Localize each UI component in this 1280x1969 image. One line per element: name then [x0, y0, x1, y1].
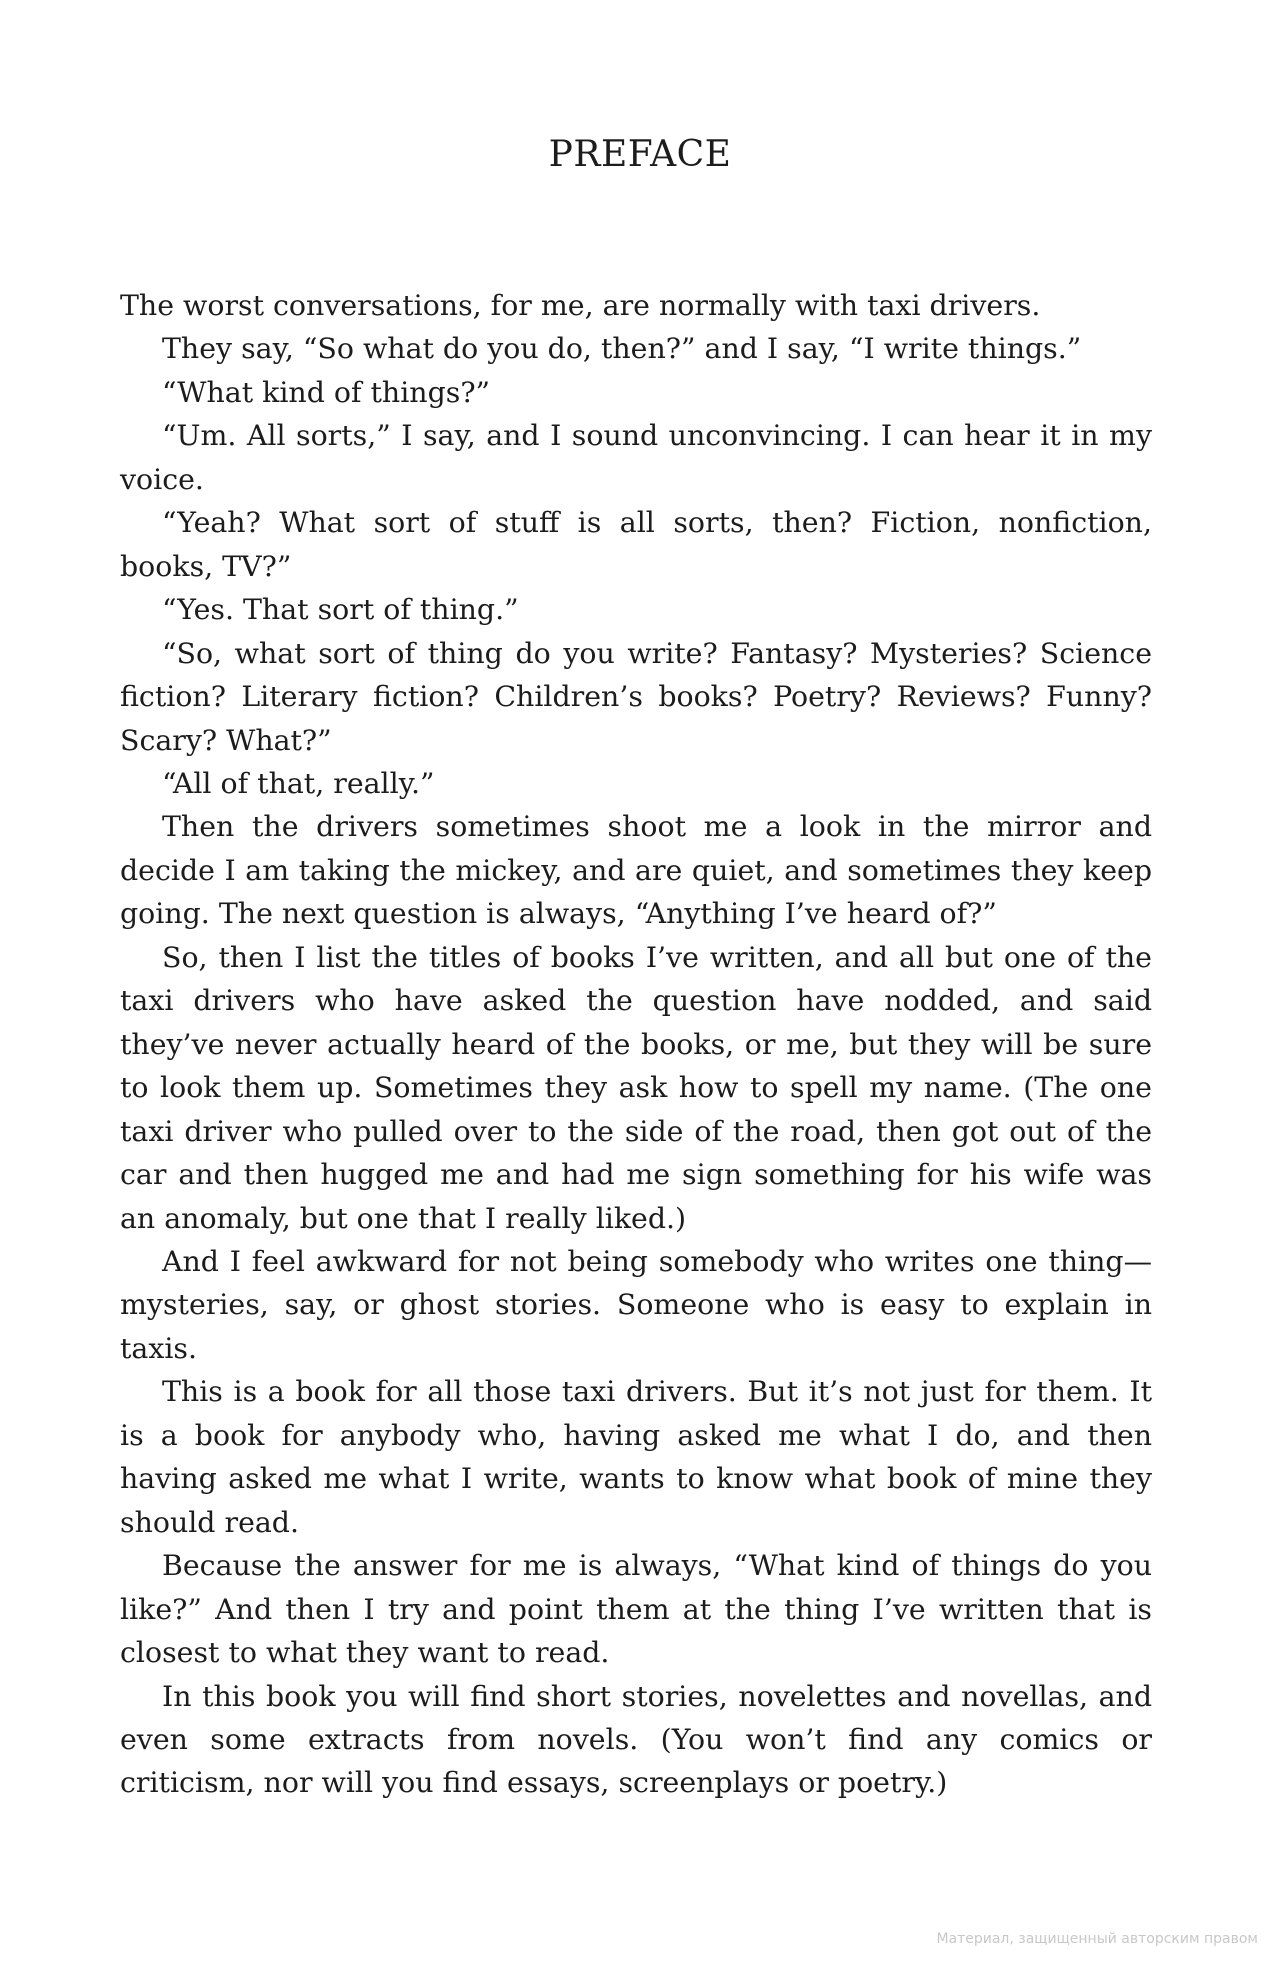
paragraph: “Yes. That sort of thing.”	[162, 593, 519, 627]
paragraph: So, then I list the titles of books I’ve written, and all but one of the taxi drivers who have asked the question have nodded, and said they’ve never actually heard of the books, or me, but they will be sure to look them up. Sometimes they ask how to spell my name. (The one taxi driver who pulled over to the side of the road, then got out of the car and then hugged me and had me sign something for his wife was an anomaly, but one that I really liked.)	[120, 940, 1152, 1235]
paragraph: The worst conversations, for me, are normally with taxi drivers.	[120, 289, 1041, 322]
paragraph: In this book you will find short stories, novelettes and novellas, and even some extracts from novels. (You won’t find any comics or criticism, nor will you find essays, screenplays or poetry.)	[120, 1679, 1152, 1800]
paragraph: “Um. All sorts,” I say, and I sound unconvincing. I can hear it in my voice.	[120, 419, 1152, 496]
body-text	[120, 284, 1152, 1805]
paragraph: Then the drivers sometimes shoot me a look in the mirror and decide I am taking the mickey, and are quiet, and sometimes they keep going. The next question is always, “Anything I’ve heard of?”	[120, 810, 1152, 931]
paragraph: “So, what sort of thing do you write? Fantasy? Mysteries? Science fiction? Literary fiction? Children’s books? Poetry? Reviews? Funny? Scary? What?”	[120, 636, 1152, 757]
paragraph: They say, “So what do you do, then?” and I say, “I write things.”	[162, 332, 1082, 366]
page-title: PREFACE	[548, 134, 732, 175]
paragraph: And I feel awkward for not being somebody who writes one thing—mysteries, say, or ghost stories. Someone who is easy to explain in taxis.	[120, 1244, 1152, 1365]
copyright-watermark: Материал, защищенный авторским правом	[936, 1931, 1258, 1947]
paragraph: “Yeah? What sort of stuff is all sorts, then? Fiction, nonfiction, books, TV?”	[120, 506, 1152, 583]
paragraph: “What kind of things?”	[162, 375, 491, 409]
paragraph: “All of that, really.”	[162, 766, 435, 800]
paragraph: Because the answer for me is always, “What kind of things do you like?” And then I try and point them at the thing I’ve written that is closest to what they want to read.	[120, 1549, 1152, 1670]
paragraph: This is a book for all those taxi drivers. But it’s not just for them. It is a book for anybody who, having asked me what I do, and then having asked me what I write, wants to know what book of mine they should read.	[120, 1375, 1152, 1539]
